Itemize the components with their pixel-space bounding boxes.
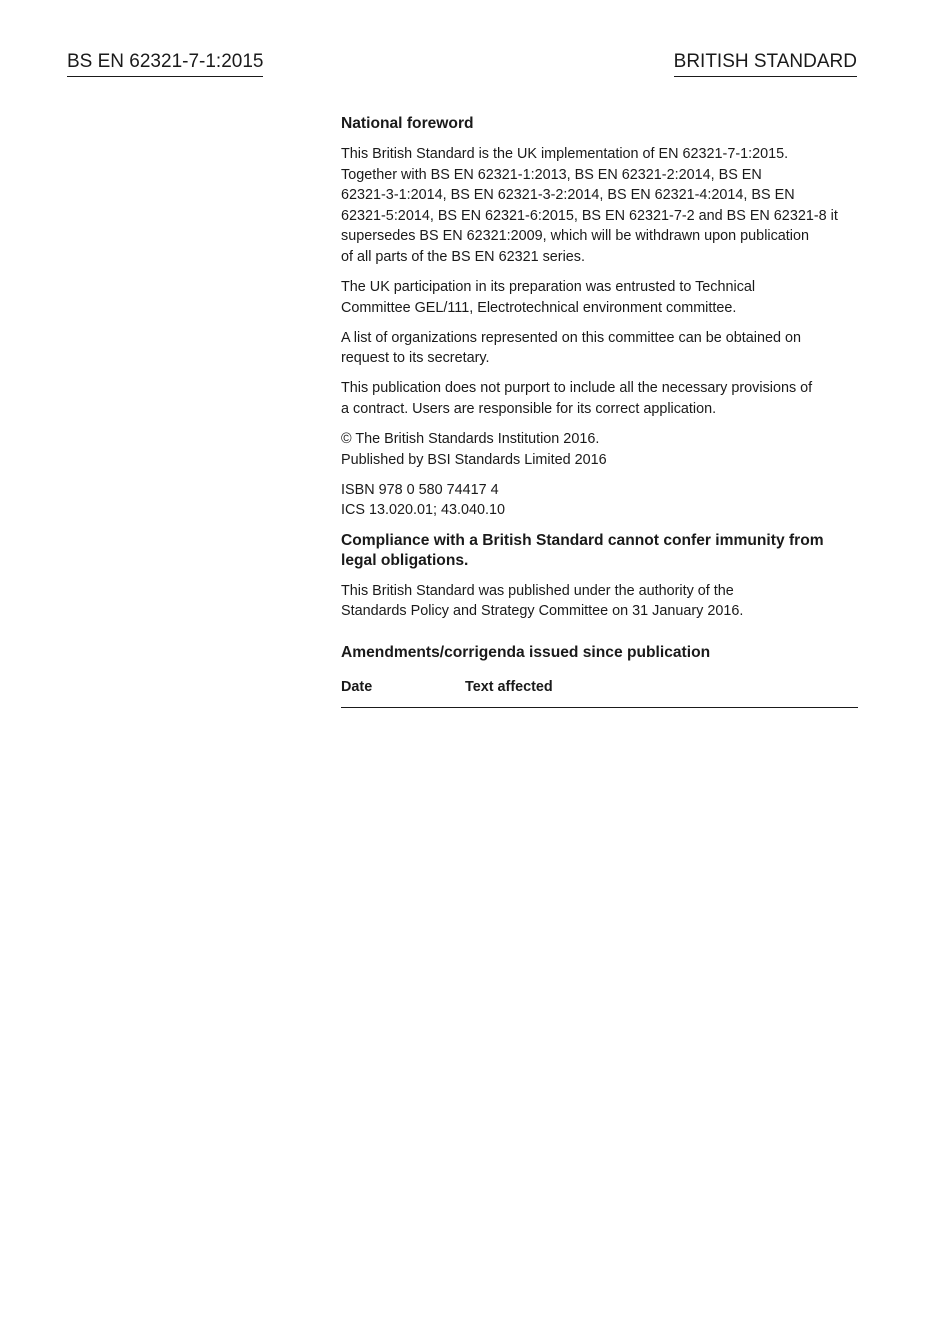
national-foreword-section bbox=[341, 114, 858, 708]
line: 62321-5:2014, BS EN 62321-6:2015, BS EN 62321-7-2 and BS EN 62321-8 it bbox=[341, 207, 838, 224]
organizations-paragraph bbox=[341, 328, 858, 369]
amendments-title: Amendments/corrigenda issued since publication bbox=[341, 643, 711, 661]
line: This British Standard is the UK implementation of EN 62321-7-1:2015. bbox=[341, 146, 789, 162]
compliance-notice bbox=[341, 531, 858, 571]
line: This British Standard was published under the authority of the bbox=[341, 582, 734, 599]
line: Together with BS EN 62321-1:2013, BS EN 62321-2:2014, BS EN bbox=[341, 166, 762, 183]
line: of all parts of the BS EN 62321 series. bbox=[341, 248, 585, 265]
line: A list of organizations represented on this committee can be obtained on bbox=[341, 329, 801, 346]
provisions-paragraph bbox=[341, 378, 858, 419]
document-type: BRITISH STANDARD bbox=[674, 50, 857, 77]
line: Committee GEL/111, Electrotechnical environment committee. bbox=[341, 299, 737, 316]
line: legal obligations. bbox=[341, 551, 469, 569]
participation-paragraph bbox=[341, 277, 858, 318]
line: supersedes BS EN 62321:2009, which will be withdrawn upon publication bbox=[341, 228, 809, 245]
line: Standards Policy and Strategy Committee on 31 January 2016. bbox=[341, 603, 744, 620]
isbn: ISBN 978 0 580 74417 4 bbox=[341, 481, 499, 498]
foreword-title: National foreword bbox=[341, 115, 474, 132]
line: 62321-3-1:2014, BS EN 62321-3-2:2014, BS EN 62321-4:2014, BS EN bbox=[341, 187, 795, 204]
implementation-paragraph bbox=[341, 144, 858, 268]
copyright-paragraph bbox=[341, 429, 858, 470]
column-header-date: Date bbox=[341, 678, 373, 695]
authority-paragraph bbox=[341, 581, 858, 622]
line: request to its secretary. bbox=[341, 350, 490, 367]
line: This publication does not purport to include all the necessary provisions of bbox=[341, 380, 813, 397]
ics: ICS 13.020.01; 43.040.10 bbox=[341, 502, 506, 519]
document-number: BS EN 62321-7-1:2015 bbox=[67, 50, 263, 77]
line: Compliance with a British Standard cannot confer immunity from bbox=[341, 531, 824, 549]
line: © The British Standards Institution 2016. bbox=[341, 431, 600, 448]
isbn-paragraph bbox=[341, 480, 858, 521]
amendments-table-header bbox=[341, 677, 858, 708]
line: Published by BSI Standards Limited 2016 bbox=[341, 451, 607, 468]
line: The UK participation in its preparation was entrusted to Technical bbox=[341, 279, 756, 296]
line: a contract. Users are responsible for its correct application. bbox=[341, 401, 717, 418]
column-header-text-affected: Text affected bbox=[465, 678, 553, 695]
